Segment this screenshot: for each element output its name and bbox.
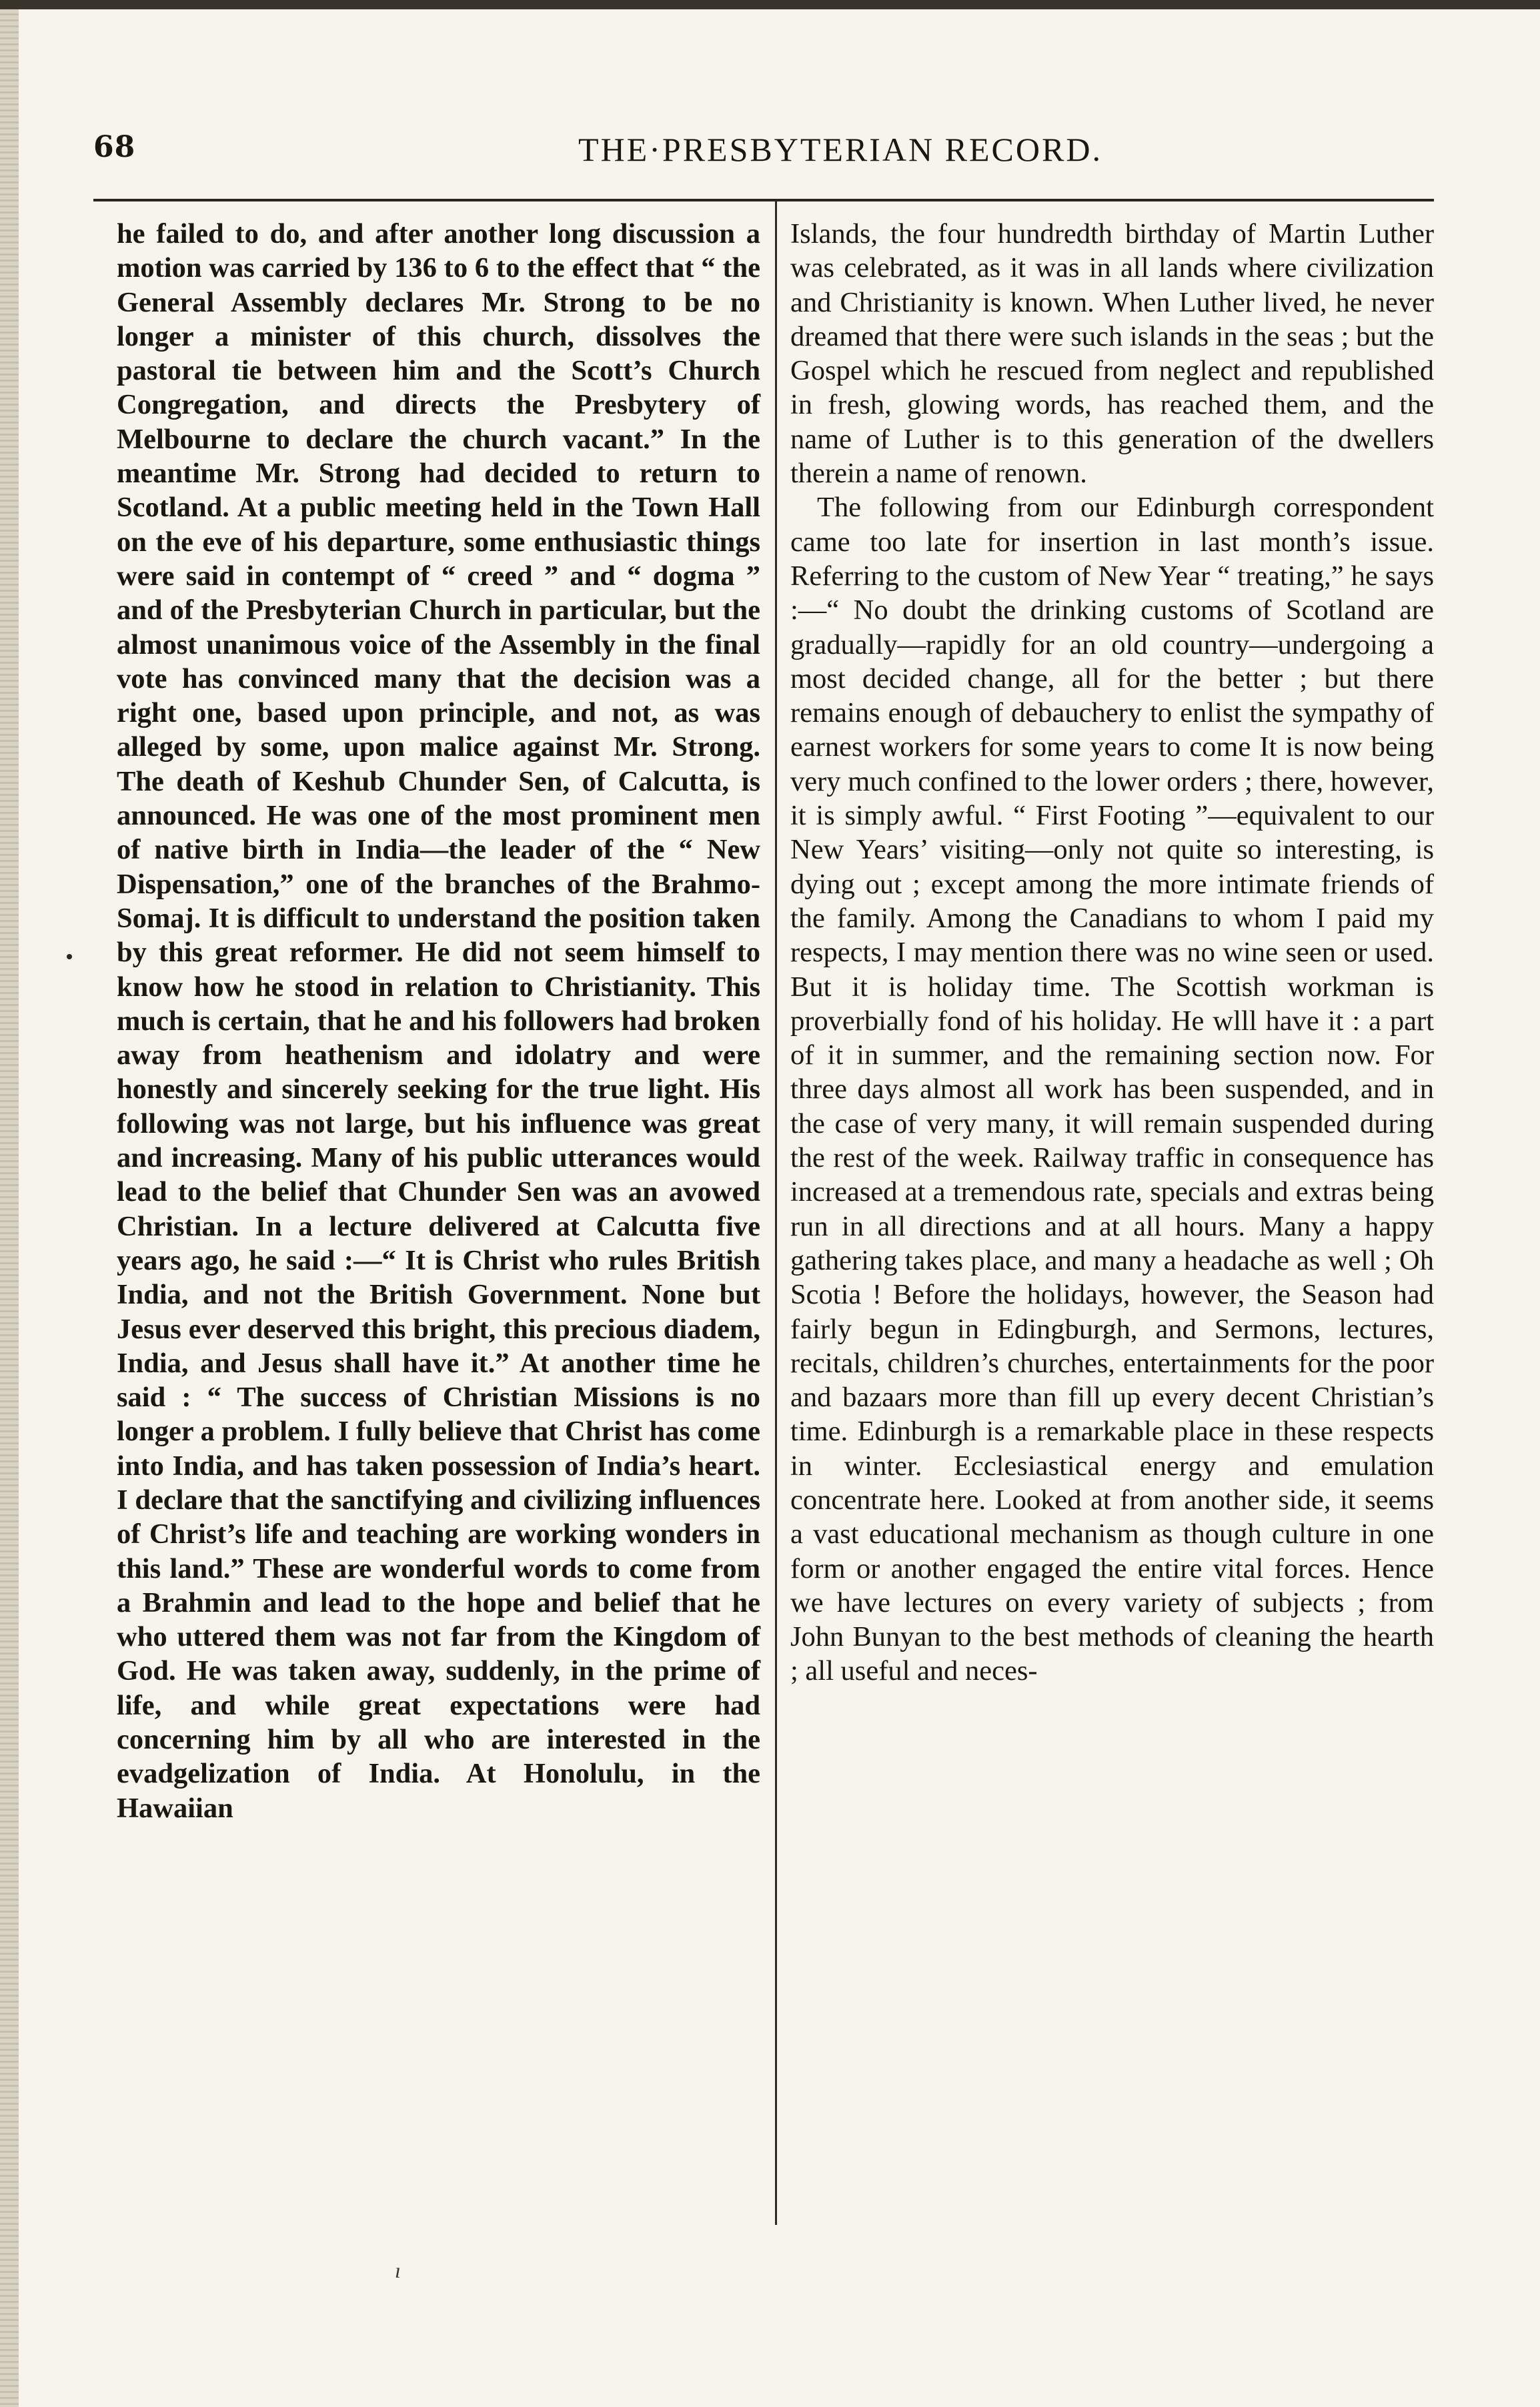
left-column-text: he failed to do, and after another long discussion a motion was carried by 136 to 6 to the effect that “ the General Assembly declares Mr. Strong to be no longer a minister of this church, dissolves the pastoral tie between him and the Scott’s Church Congregation, and directs the Presbytery of Melbourne to declare the church vacant.” In the meantime Mr. Strong had decided to return to Scotland. At a public meeting held in the Town Hall on the eve of his departure, some enthusiastic things were said in contempt of “ creed ” and “ dogma ” and of the Presbyterian Church in particular, but the almost unanimous voice of the Assembly in the final vote has convinced many that the decision was a right one, based upon principle, and not, as was alleged by some, upon malice against Mr. Strong. The death of Keshub Chunder Sen, of Calcutta, is announced. He was one of the most prominent men of native birth in India—the leader of the “ New Dispensation,” one of the branches of the Brahmo-Somaj. It is difficult to understand the position taken by this great reformer. He did not seem himself to know how he stood in relation to Christianity. This much is certain, that he and his followers had broken away from heathenism and idolatry and were honestly and sincerely seeking for the true light. His following was not large, but his influence was great and increasing. Many of his public utterances would lead to the belief that Chunder Sen was an avowed Christian. In a lecture delivered at Calcutta five years ago, he said :—“ It is Christ who rules British India, and not the British Government. None but Jesus ever deserved this bright, this precious diadem, India, and Jesus shall have it.” At another time he said : “ The success of Christian Missions is no longer a problem. I fully believe that Christ has come into India, and has taken possession of India’s heart. I declare that the sanctifying and civilizing influences of Christ’s life and teaching are working wonders in this land.” These are wonderful words to come from a Brahmin and lead to the hope and belief that he who uttered them was not far from the Kingdom of God. He was taken away, suddenly, in the prime of life, and while great expectations were had concerning him by all who are interested in the evadgelization of India. At Honolulu, in the Hawaiian: [117, 218, 760, 1824]
page-header: [93, 130, 1434, 177]
right-column-paragraph-1: Islands, the four hundredth birthday of Martin Luther was celebrated, as it was in all lands where civilization and Christianity is known. When Luther lived, he never dreamed that there were such islands in the seas ; but the Gospel which he rescued from neglect and republished in fresh, glowing words, has reached them, and the name of Luther is to this generation of the dwellers therein a name of renown.: [790, 218, 1434, 490]
left-column: [117, 217, 760, 2225]
right-column-paragraph-2: The following from our Edinburgh correspondent came too late for insertion in last month’s issue. Referring to the custom of New Year “ treating,” he says :—“ No doubt the drinking customs of Scotland are gradually—rapidly for an old country—undergoing a most decided change, all for the better ; but there remains enough of debauchery to enlist the sympathy of earnest workers for some years to come It is now being very much confined to the lower orders ; there, however, it is simply awful. “ First Footing ”—equivalent to our New Years’ visiting—only not quite so interesting, is dying out ; except among the more intimate friends of the family. Among the Canadians to whom I paid my respects, I may mention there was no wine seen or used. But it is holiday time. The Scottish workman is proverbially fond of his holiday. He wlll have it : a part of it in summer, and the remaining section now. For three days almost all work has been suspended, and in the case of very many, it will remain suspended during the rest of the week. Railway traffic in consequence has increased at a tremendous rate, specials and extras being run in all directions and at all hours. Many a happy gathering takes place, and many a headache as well ; Oh Scotia ! Before the holidays, however, the Season had fairly begun in Edingburgh, and Sermons, lectures, recitals, children’s churches, entertainments for the poor and bazaars more than fill up every decent Christian’s time. Edinburgh is a remarkable place in these respects in winter. Ecclesiastical energy and emulation concentrate here. Looked at from another side, it seems a vast educational mechanism as though culture in one form or another engaged the entire vital forces. Hence we have lectures on every variety of subjects ; from John Bunyan to the best methods of cleaning the hearth ; all useful and neces-: [790, 492, 1434, 1687]
binding-edge: [0, 9, 19, 2407]
column-divider: [775, 200, 777, 2225]
top-border-rule: [0, 0, 1540, 9]
footer-stray-mark: ı: [395, 2258, 401, 2282]
header-rule: [93, 199, 1434, 201]
margin-dot: [67, 954, 72, 959]
page-number: 68: [93, 130, 136, 164]
right-column: [790, 217, 1434, 2225]
running-title: THE·PRESBYTERIAN RECORD.: [578, 131, 1102, 168]
